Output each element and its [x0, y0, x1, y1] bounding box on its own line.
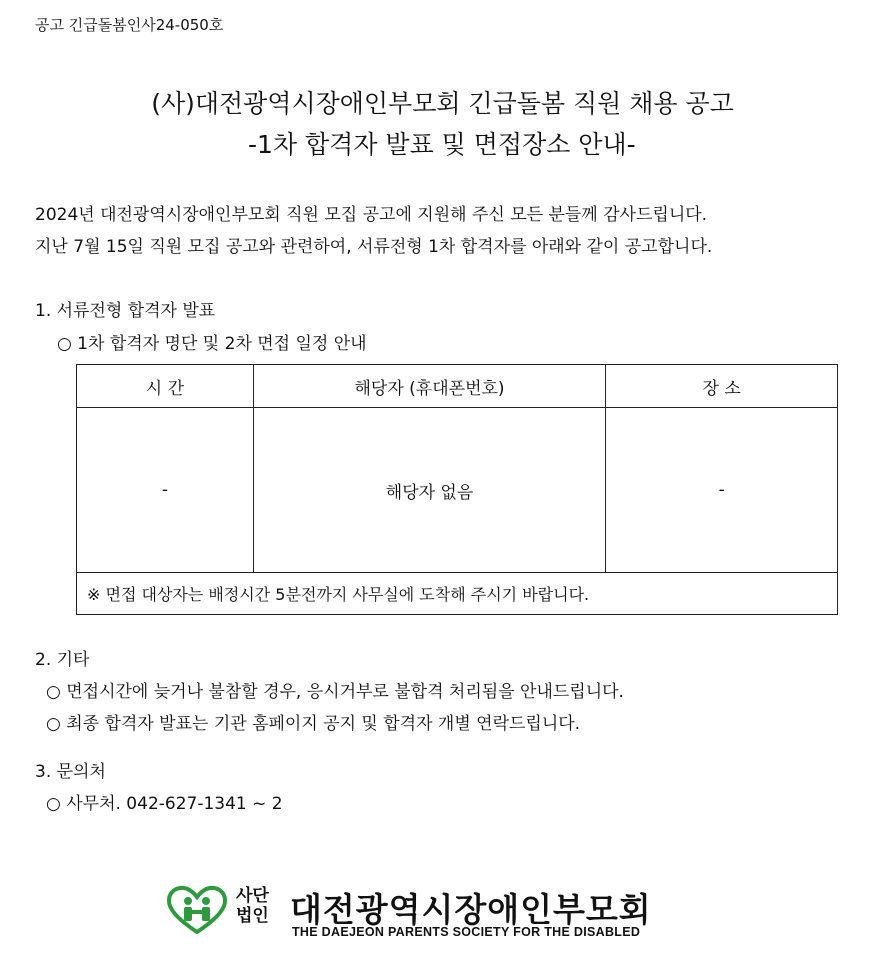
section-3-bullet: ○ 사무처. 042-627-1341 ~ 2 [46, 794, 283, 814]
section-1-heading: 1. 서류전형 합격자 발표 [35, 301, 216, 321]
interview-schedule-table [76, 364, 838, 615]
intro-text-line-2: 지난 7월 15일 직원 모집 공고와 관련하여, 서류전형 1차 합격자를 아래와 같이 공고합니다. [35, 237, 713, 257]
table-header-row [77, 365, 838, 408]
section-3-heading: 3. 문의처 [35, 762, 106, 782]
section-2-heading: 2. 기타 [35, 650, 90, 670]
footer-org-type-line-2: 법인 [236, 906, 269, 926]
page-subtitle: -1차 합격자 발표 및 면접장소 안내- [248, 130, 636, 159]
organization-logo-icon [166, 886, 228, 934]
table-header-time: 시 간 [77, 365, 254, 408]
table-note: ※ 면접 대상자는 배정시간 5분전까지 사무실에 도착해 주시기 바랍니다. [77, 573, 838, 615]
table-cell-time: - [77, 408, 254, 573]
section-2-bullet-2: ○ 최종 합격자 발표는 기관 홈페이지 공지 및 합격자 개별 연락드립니다. [46, 714, 581, 734]
table-header-place: 장 소 [606, 365, 838, 408]
section-1-bullet: ○ 1차 합격자 명단 및 2차 면접 일정 안내 [57, 334, 367, 354]
table-row [77, 408, 838, 573]
table-header-person: 해당자 (휴대폰번호) [253, 365, 606, 408]
document-number: 공고 긴급돌봄인사24-050호 [35, 16, 224, 34]
footer-org-type [236, 886, 269, 926]
page-title: (사)대전광역시장애인부모회 긴급돌봄 직원 채용 공고 [151, 89, 734, 118]
footer-organization-name-en: THE DAEJEON PARENTS SOCIETY FOR THE DISABLED [292, 925, 641, 939]
section-2-bullet-1: ○ 면접시간에 늦거나 불참할 경우, 응시거부로 불합격 처리됨을 안내드립니다. [46, 682, 624, 702]
footer-org-type-line-1: 사단 [236, 886, 269, 906]
table-cell-person: 해당자 없음 [253, 408, 606, 573]
intro-text-line-1: 2024년 대전광역시장애인부모회 직원 모집 공고에 지원해 주신 모든 분들께 감사드립니다. [35, 205, 708, 225]
footer-organization-name: 대전광역시장애인부모회 [290, 890, 652, 929]
table-note-row [77, 573, 838, 615]
table-cell-place: - [606, 408, 838, 573]
